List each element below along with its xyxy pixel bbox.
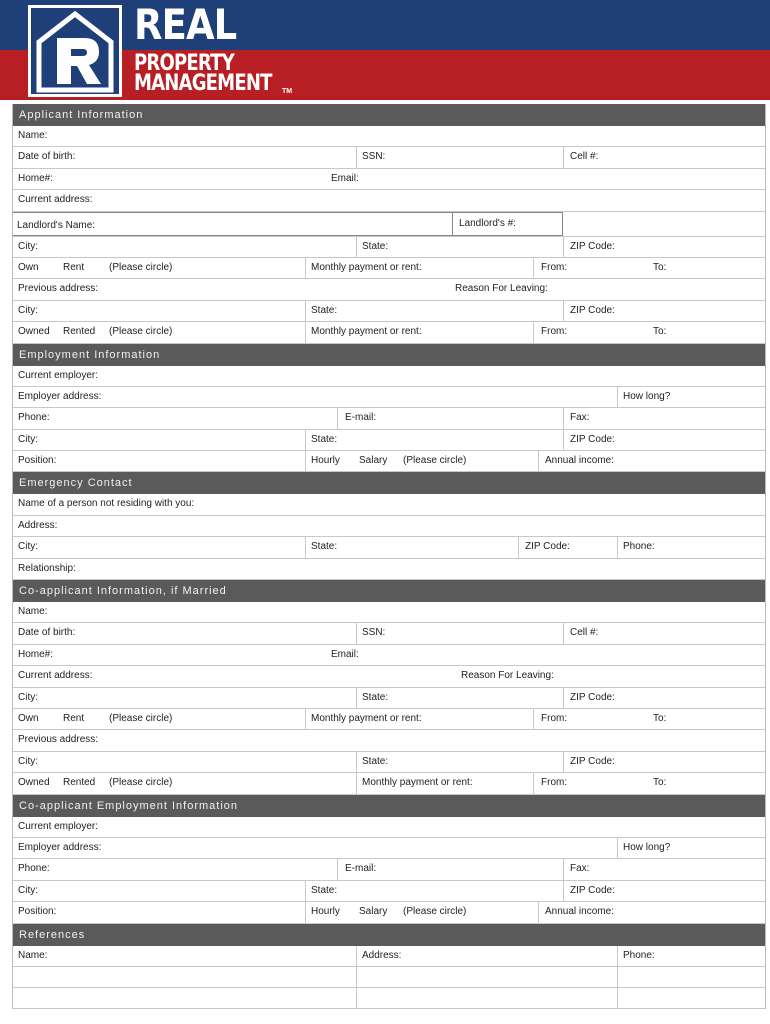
applicant-current-address-row[interactable] [13, 190, 765, 211]
monthly-payment-label: Monthly payment or rent: [311, 326, 422, 338]
annual-income-label: Annual income: [545, 455, 614, 467]
employer-fax-label: Fax: [570, 412, 590, 424]
applicant-own-rent-row[interactable] [13, 258, 765, 279]
logo-word-management: MANAGEMENT [134, 71, 272, 96]
state-label: State: [362, 240, 389, 252]
please-circle-note: (Please circle) [109, 777, 173, 789]
dob-label: Date of birth: [18, 627, 76, 639]
references-header-row[interactable] [13, 946, 765, 967]
emergency-address-row[interactable] [13, 516, 765, 537]
r-logo-icon [28, 5, 122, 97]
section-employment-information: Employment Information [13, 344, 765, 366]
state-label: State: [362, 691, 389, 703]
reason-leaving-label: Reason For Leaving: [461, 670, 554, 682]
reference-address-label: Address: [362, 949, 402, 961]
to-label: To: [653, 777, 667, 789]
city-label: City: [18, 240, 38, 252]
landlord-number-cell[interactable] [453, 212, 563, 236]
employment-position-row[interactable] [13, 451, 765, 472]
landlord-name-cell[interactable] [13, 212, 453, 236]
applicant-name-row[interactable] [13, 126, 765, 147]
home-phone-label: Home#: [18, 172, 54, 184]
landlord-number-label: Landlord's #: [459, 217, 516, 229]
how-long-label: How long? [623, 390, 671, 402]
employer-zip-label: ZIP Code: [570, 884, 615, 896]
salary-option[interactable]: Salary [359, 455, 388, 467]
applicant-home-row[interactable] [13, 169, 765, 190]
employer-fax-label: Fax: [570, 863, 590, 875]
coapplicant-own-rent-row[interactable] [13, 709, 765, 730]
rental-application-form [12, 104, 766, 1009]
applicant-dob-row[interactable] [13, 147, 765, 168]
logo-word-property: PROPERTY [134, 51, 234, 76]
reference-entry-row[interactable] [13, 988, 765, 1009]
own-option[interactable]: Own [18, 261, 39, 273]
section-coapplicant-information: Co-applicant Information, if Married [13, 580, 765, 602]
coemployment-city-row[interactable] [13, 881, 765, 902]
owned-option[interactable]: Owned [18, 326, 50, 338]
please-circle-note: (Please circle) [109, 712, 173, 724]
employment-phone-row[interactable] [13, 408, 765, 429]
coapplicant-owned-rented-row[interactable] [13, 773, 765, 794]
reference-entry-row[interactable] [13, 967, 765, 988]
section-references: References [13, 924, 765, 946]
to-label: To: [653, 712, 667, 724]
previous-zip-label: ZIP Code: [570, 304, 615, 316]
coemployment-position-row[interactable] [13, 902, 765, 923]
ssn-label: SSN: [362, 627, 386, 639]
rented-option[interactable]: Rented [63, 777, 96, 789]
logo-trademark: TM [282, 88, 293, 95]
home-phone-label: Home#: [18, 648, 54, 660]
emergency-name-row[interactable] [13, 494, 765, 515]
employer-address-label: Employer address: [18, 390, 102, 402]
coapplicant-previous-address-row[interactable] [13, 730, 765, 751]
from-label: From: [541, 326, 568, 338]
email-label: Email: [331, 648, 359, 660]
previous-state-label: State: [362, 755, 389, 767]
coemployment-employer-row[interactable] [13, 817, 765, 838]
coapplicant-dob-row[interactable] [13, 623, 765, 644]
from-label: From: [541, 777, 568, 789]
employer-city-label: City: [18, 884, 38, 896]
to-label: To: [653, 326, 667, 338]
owned-option[interactable]: Owned [18, 777, 50, 789]
please-circle-note: (Please circle) [403, 455, 467, 467]
header-banner [0, 0, 770, 100]
coapplicant-name-row[interactable] [13, 602, 765, 623]
hourly-option[interactable]: Hourly [311, 455, 340, 467]
emergency-city-row[interactable] [13, 537, 765, 558]
section-emergency-contact: Emergency Contact [13, 472, 765, 494]
employer-state-label: State: [311, 884, 338, 896]
zip-label: ZIP Code: [570, 240, 615, 252]
own-option[interactable]: Own [18, 712, 39, 724]
coemployment-address-row[interactable] [13, 838, 765, 859]
emergency-state-label: State: [311, 541, 338, 553]
coapplicant-previous-city-row[interactable] [13, 752, 765, 773]
rent-option[interactable]: Rent [63, 261, 85, 273]
employer-zip-label: ZIP Code: [570, 433, 615, 445]
previous-state-label: State: [311, 304, 338, 316]
salary-option[interactable]: Salary [359, 906, 388, 918]
ssn-label: SSN: [362, 151, 386, 163]
section-coapplicant-employment: Co-applicant Employment Information [13, 795, 765, 817]
applicant-owned-rented-row[interactable] [13, 322, 765, 343]
name-label: Name: [18, 606, 48, 618]
emergency-relationship-row[interactable] [13, 559, 765, 580]
monthly-payment-label: Monthly payment or rent: [311, 261, 422, 273]
dob-label: Date of birth: [18, 151, 76, 163]
employer-email-label: E-mail: [345, 863, 377, 875]
employer-address-label: Employer address: [18, 841, 102, 853]
previous-zip-label: ZIP Code: [570, 755, 615, 767]
hourly-option[interactable]: Hourly [311, 906, 340, 918]
applicant-city-row[interactable] [13, 237, 765, 258]
email-label: Email: [331, 172, 359, 184]
employer-phone-label: Phone: [18, 863, 50, 875]
employment-city-row[interactable] [13, 430, 765, 451]
position-label: Position: [18, 455, 57, 467]
current-address-label: Current address: [18, 194, 93, 206]
current-address-label: Current address: [18, 670, 93, 682]
please-circle-note: (Please circle) [109, 326, 173, 338]
emergency-phone-label: Phone: [623, 541, 655, 553]
relationship-label: Relationship: [18, 562, 76, 574]
current-employer-label: Current employer: [18, 820, 99, 832]
employer-email-label: E-mail: [345, 412, 377, 424]
coapplicant-home-row[interactable] [13, 645, 765, 666]
emergency-city-label: City: [18, 541, 38, 553]
from-label: From: [541, 712, 568, 724]
previous-address-label: Previous address: [18, 734, 99, 746]
city-label: City: [18, 691, 38, 703]
employer-state-label: State: [311, 433, 338, 445]
please-circle-note: (Please circle) [109, 261, 173, 273]
name-label: Name: [18, 130, 48, 141]
reference-name-label: Name: [18, 949, 48, 961]
rent-option[interactable]: Rent [63, 712, 85, 724]
employer-city-label: City: [18, 433, 38, 445]
coapplicant-current-address-row[interactable] [13, 666, 765, 687]
section-applicant-information: Applicant Information [13, 104, 765, 126]
company-logo-text [134, 0, 302, 96]
applicant-previous-city-row[interactable] [13, 301, 765, 322]
cell-label: Cell #: [570, 151, 599, 163]
how-long-label: How long? [623, 841, 671, 853]
please-circle-note: (Please circle) [403, 906, 467, 918]
rented-option[interactable]: Rented [63, 326, 96, 338]
previous-city-label: City: [18, 755, 38, 767]
position-label: Position: [18, 906, 57, 918]
applicant-landlord-row[interactable] [13, 212, 765, 237]
monthly-payment-label: Monthly payment or rent: [311, 712, 422, 724]
coapplicant-city-row[interactable] [13, 688, 765, 709]
applicant-previous-address-row[interactable] [13, 279, 765, 300]
coemployment-phone-row[interactable] [13, 859, 765, 880]
emergency-name-label: Name of a person not residing with you: [18, 498, 195, 510]
emergency-zip-label: ZIP Code: [525, 541, 570, 553]
zip-label: ZIP Code: [570, 691, 615, 703]
logo-word-real: REAL [134, 0, 237, 49]
employment-employer-row[interactable] [13, 366, 765, 387]
to-label: To: [653, 261, 667, 273]
cell-label: Cell #: [570, 627, 599, 639]
reason-leaving-label: Reason For Leaving: [455, 283, 548, 295]
employment-address-row[interactable] [13, 387, 765, 408]
employer-phone-label: Phone: [18, 412, 50, 424]
previous-address-label: Previous address: [18, 283, 99, 295]
previous-city-label: City: [18, 304, 38, 316]
landlord-name-label: Landlord's Name: [17, 219, 96, 231]
annual-income-label: Annual income: [545, 906, 614, 918]
reference-phone-label: Phone: [623, 949, 655, 961]
current-employer-label: Current employer: [18, 369, 99, 381]
emergency-address-label: Address: [18, 519, 58, 531]
monthly-payment-label: Monthly payment or rent: [362, 777, 473, 789]
from-label: From: [541, 261, 568, 273]
